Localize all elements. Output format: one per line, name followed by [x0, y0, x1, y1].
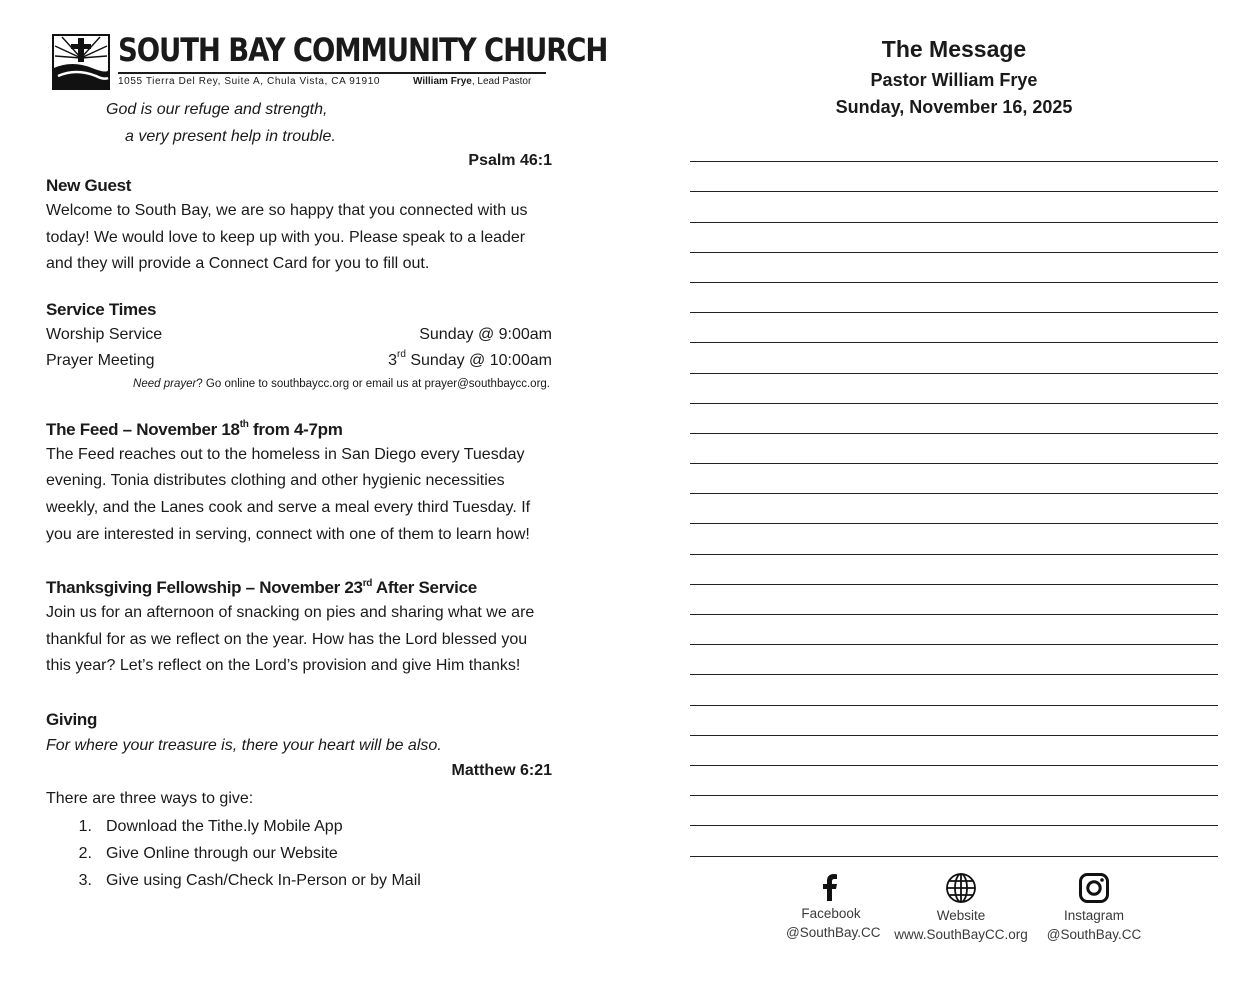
sermon-notes-lines: [690, 132, 1218, 857]
giving-verse: For where your treasure is, there your heart will be also.: [46, 736, 442, 754]
opening-verse-line1: God is our refuge and strength,: [106, 101, 328, 118]
note-line: [690, 645, 1218, 675]
service-row-worship: [46, 322, 552, 348]
giving-list-item: [46, 840, 552, 867]
social-handle: www.SouthBayCC.org: [894, 927, 1028, 942]
note-line: [690, 826, 1218, 856]
note-line: [690, 404, 1218, 434]
note-line: [690, 524, 1218, 554]
opening-verse: [46, 96, 552, 150]
note-line: [690, 162, 1218, 192]
social-facebook[interactable]: [786, 872, 881, 942]
note-line: [690, 374, 1218, 404]
note-line: [690, 434, 1218, 464]
note-line: [690, 796, 1218, 826]
service-row-prayer: [46, 348, 552, 374]
note-line: [690, 223, 1218, 253]
thanksgiving-heading-sup: rd: [362, 577, 373, 589]
thanksgiving-heading-text: Thanksgiving Fellowship – November 23: [46, 578, 363, 598]
giving-heading: Giving: [46, 709, 98, 729]
note-line: [690, 192, 1218, 222]
facebook-icon: [820, 872, 842, 902]
note-line: [690, 283, 1218, 313]
note-line: [690, 253, 1218, 283]
lead-pastor: [413, 76, 531, 87]
giving-intro: There are three ways to give:: [46, 789, 254, 807]
message-panel: [690, 30, 1218, 942]
social-label: Website: [936, 908, 986, 923]
note-line: [690, 494, 1218, 524]
giving-item-text: Download the Tithe.ly Mobile App: [106, 817, 343, 835]
thanksgiving-body: Join us for an afternoon of snacking on pies and sharing what we are thankful for as we reflect on the year. How has the Lord blessed you this year? Let’s reflect on the Lord’s provision and give Him thanks!: [46, 604, 535, 675]
social-handle: @SouthBay.CC: [1046, 927, 1142, 942]
giving-list-item: [46, 867, 552, 894]
social-handle: @SouthBay.CC: [786, 925, 881, 940]
service-name: Worship Service: [46, 325, 163, 343]
lead-pastor-title: , Lead Pastor: [471, 76, 532, 87]
service-time-suffix: Sunday @ 10:00am: [405, 351, 552, 369]
giving-list: [46, 813, 552, 894]
church-logo: [46, 30, 608, 90]
giving-item-number: 1.: [78, 817, 92, 835]
note-line: [690, 343, 1218, 373]
new-guest-body: Welcome to South Bay, we are so happy that you connected with us today! We would love to keep up with you. Please speak to a leader and they will provide a Connect Card for you to fill out.: [46, 202, 528, 273]
giving-item-number: 2.: [78, 844, 92, 862]
giving-item-number: 3.: [78, 871, 92, 889]
the-feed-heading-sup: th: [239, 419, 249, 431]
globe-icon: [945, 872, 977, 904]
service-times-heading: Service Times: [46, 299, 157, 319]
note-line: [690, 766, 1218, 796]
note-line: [690, 555, 1218, 585]
opening-verse-reference: Psalm 46:1: [468, 152, 552, 169]
social-website[interactable]: [890, 872, 1032, 944]
service-time-prefix: 3: [388, 351, 397, 369]
thanksgiving-heading-suffix: After Service: [372, 578, 477, 598]
the-feed-heading: [46, 418, 552, 442]
message-pastor: Pastor William Frye: [870, 70, 1038, 90]
service-time: [388, 348, 552, 374]
giving-item-text: Give using Cash/Check In-Person or by Mail: [106, 871, 421, 889]
logo-divider: [118, 72, 546, 74]
church-logo-icon: [52, 34, 110, 90]
giving-list-item: [46, 813, 552, 840]
thanksgiving-heading: [46, 576, 552, 600]
opening-verse-line2: a very present help in trouble.: [125, 128, 336, 145]
message-title: The Message: [881, 36, 1027, 62]
note-line: [690, 464, 1218, 494]
note-line: [690, 675, 1218, 705]
lead-pastor-name: William Frye: [413, 76, 472, 87]
instagram-icon: [1078, 872, 1110, 904]
left-panel: [46, 30, 608, 894]
note-line: [690, 313, 1218, 343]
note-line: [690, 585, 1218, 615]
service-time: Sunday @ 9:00am: [419, 325, 552, 343]
new-guest-heading: New Guest: [46, 176, 132, 195]
prayer-note-lead: Need prayer: [133, 377, 197, 390]
giving-item-text: Give Online through our Website: [106, 844, 338, 862]
the-feed-heading-suffix: from 4-7pm: [248, 419, 343, 439]
giving-verse-reference: Matthew 6:21: [451, 761, 552, 779]
social-label: Facebook: [801, 906, 861, 921]
note-line: [690, 706, 1218, 736]
church-address: 1055 Tierra Del Rey, Suite A, Chula Vista, CA 91910: [118, 76, 381, 87]
service-name: Prayer Meeting: [46, 351, 155, 369]
prayer-note: [46, 374, 550, 394]
social-instagram[interactable]: [1044, 872, 1144, 944]
social-label: Instagram: [1063, 908, 1125, 923]
note-line: [690, 615, 1218, 645]
the-feed-heading-text: The Feed – November 18: [46, 419, 240, 439]
note-line: [690, 132, 1218, 162]
church-name: SOUTH BAY COMMUNITY CHURCH: [118, 31, 608, 69]
the-feed-body: The Feed reaches out to the homeless in San Diego every Tuesday evening. Tonia distributes clothing and other hygienic necessities weekly, and the Lanes cook and serve a meal every third Tuesday. If you are interested in serving, connect with one of them to learn how!: [46, 445, 531, 543]
service-time-sup: rd: [396, 349, 406, 361]
note-line: [690, 736, 1218, 766]
message-date: Sunday, November 16, 2025: [835, 97, 1073, 117]
prayer-note-text: ? Go online to southbaycc.org or email us at prayer@southbaycc.org.: [196, 377, 550, 390]
